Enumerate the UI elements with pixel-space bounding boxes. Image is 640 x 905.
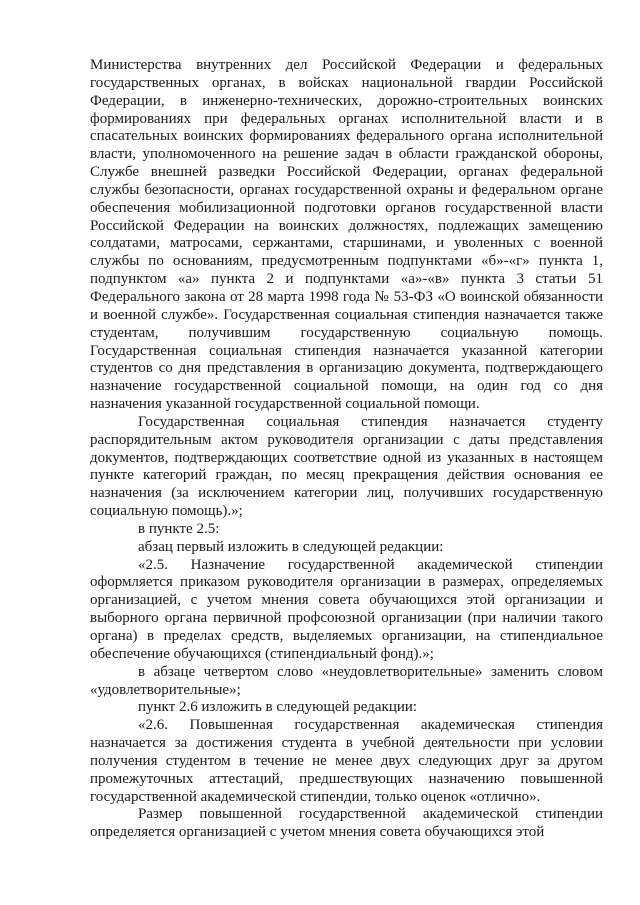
paragraph: в пункте 2.5: xyxy=(138,520,220,537)
paragraph: Государственная социальная стипендия назначается студенту распорядительным актом руководителя организации с даты представления документов, подтверждающих соответствие одной из указанных в настоящем пункте категорий граждан, по месяц прекращения действия основания ее назначения (за исключением категории лиц, получивших государственную социальную помощь).»; xyxy=(90,413,603,520)
document-body xyxy=(90,57,603,842)
paragraph: абзац первый изложить в следующей редакции: xyxy=(138,538,444,555)
paragraph-continuation: Министерства внутренних дел Российской Федерации и федеральных государственных органах, в войсках национальной гвардии Российской Федерации, в инженерно-технических, дорожно-строительных воинских формированиях при федеральных органах исполнительной власти и в спасательных воинских формированиях федерального органа исполнительной власти, уполномоченного на решение задач в области гражданской обороны, Службе внешней разведки Российской Федерации, органах федеральной службы безопасности, органах государственной охраны и федеральном органе обеспечения мобилизационной подготовки органов государственной власти Российской Федерации на воинских должностях, подлежащих замещению солдатами, матросами, сержантами, старшинами, и уволенных с военной службы по основаниям, предусмотренным подпунктами «б»-«г» пункта 1, подпунктом «а» пункта 2 и подпунктами «а»-«в» пункта 3 статьи 51 Федерального закона от 28 марта 1998 года № 53-ФЗ «О воинской обязанности и военной службе». Государственная социальная стипендия назначается также студентам, получившим государственную социальную помощь. Государственная социальная стипендия назначается указанной категории студентов со дня представления в организацию документа, подтверждающего назначение государственной социальной помощи, на один год со дня назначения указанной государственной социальной помощи. xyxy=(90,57,603,413)
paragraph: Размер повышенной государственной академической стипендии определяется организацией с учетом мнения совета обучающихся этой xyxy=(90,806,603,841)
paragraph: в абзаце четвертом слово «неудовлетворительные» заменить словом «удовлетворительные»; xyxy=(90,663,603,698)
paragraph: «2.5. Назначение государственной академической стипендии оформляется приказом руководителя организации в размерах, определяемых организацией, с учетом мнения совета обучающихся этой организации и выборного органа первичной профсоюзной организации (при наличии такого органа) в пределах средств, выделяемых организации, на стипендиальное обеспечение обучающихся (стипендиальный фонд).»; xyxy=(90,556,603,662)
paragraph: пункт 2.6 изложить в следующей редакции: xyxy=(138,699,418,716)
paragraph: «2.6. Повышенная государственная академическая стипендия назначается за достижения студента в учебной деятельности при условии получения студентом в течение не менее двух следующих друг за другом промежуточных аттестаций, предшествующих назначению повышенной государственной академической стипендии, только оценок «отлично». xyxy=(90,717,603,805)
